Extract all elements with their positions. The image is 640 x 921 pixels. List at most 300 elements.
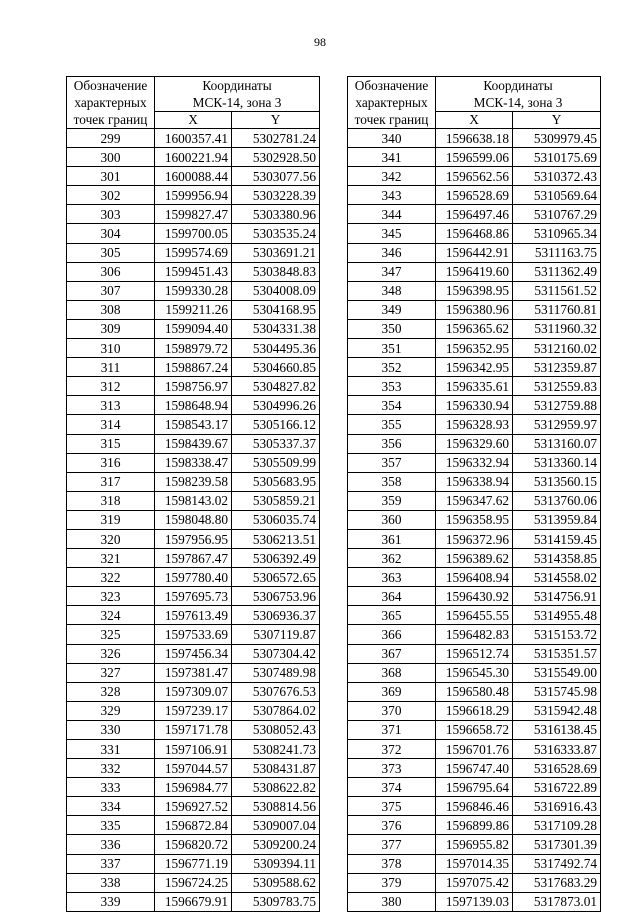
- table-row: [348, 663, 601, 682]
- x-coordinate: 1597956.95: [155, 529, 232, 548]
- x-coordinate: 1596658.72: [436, 720, 513, 739]
- table-row: [348, 262, 601, 281]
- x-coordinate: 1596497.46: [436, 205, 513, 224]
- table-row: [67, 510, 320, 529]
- table-row: [67, 568, 320, 587]
- point-number: 346: [348, 243, 436, 262]
- table-row: [348, 186, 601, 205]
- y-coordinate: 5303077.56: [232, 167, 320, 186]
- y-coordinate: 5312559.83: [513, 377, 601, 396]
- table-row: [348, 568, 601, 587]
- table-row: [348, 377, 601, 396]
- point-number: 362: [348, 549, 436, 568]
- point-number: 358: [348, 472, 436, 491]
- x-coordinate: 1598979.72: [155, 339, 232, 358]
- y-coordinate: 5309588.62: [232, 873, 320, 892]
- point-number: 348: [348, 281, 436, 300]
- x-coordinate: 1597106.91: [155, 740, 232, 759]
- y-coordinate: 5316333.87: [513, 740, 601, 759]
- x-coordinate: 1596468.86: [436, 224, 513, 243]
- x-coordinate: 1596528.69: [436, 186, 513, 205]
- point-number: 336: [67, 835, 155, 854]
- y-coordinate: 5307119.87: [232, 625, 320, 644]
- x-coordinate: 1597780.40: [155, 568, 232, 587]
- y-coordinate: 5314955.48: [513, 606, 601, 625]
- x-coordinate: 1598756.97: [155, 377, 232, 396]
- x-coordinate: 1597044.57: [155, 759, 232, 778]
- y-coordinate: 5317109.28: [513, 816, 601, 835]
- x-coordinate: 1596455.55: [436, 606, 513, 625]
- table-row: [348, 358, 601, 377]
- y-coordinate: 5312160.02: [513, 339, 601, 358]
- y-coordinate: 5307676.53: [232, 682, 320, 701]
- point-number: 352: [348, 358, 436, 377]
- point-number: 314: [67, 415, 155, 434]
- y-coordinate: 5303535.24: [232, 224, 320, 243]
- point-number: 328: [67, 682, 155, 701]
- point-number: 339: [67, 892, 155, 911]
- x-coordinate: 1596545.30: [436, 663, 513, 682]
- table-row: [348, 797, 601, 816]
- point-number: 301: [67, 167, 155, 186]
- point-number: 331: [67, 740, 155, 759]
- table-row: [67, 491, 320, 510]
- table-row: [348, 587, 601, 606]
- y-coordinate: 5308431.87: [232, 759, 320, 778]
- table-row: [348, 472, 601, 491]
- x-coordinate: 1599211.26: [155, 300, 232, 319]
- table-row: [348, 701, 601, 720]
- x-coordinate: 1596482.83: [436, 625, 513, 644]
- point-number: 307: [67, 281, 155, 300]
- point-number: 321: [67, 549, 155, 568]
- y-coordinate: 5314358.85: [513, 549, 601, 568]
- point-number: 365: [348, 606, 436, 625]
- x-coordinate: 1597309.07: [155, 682, 232, 701]
- y-coordinate: 5302781.24: [232, 129, 320, 148]
- point-number: 311: [67, 358, 155, 377]
- point-number: 345: [348, 224, 436, 243]
- table-row: [348, 491, 601, 510]
- y-coordinate: 5315351.57: [513, 644, 601, 663]
- x-column-header: X: [155, 112, 232, 129]
- table-row: [67, 167, 320, 186]
- x-coordinate: 1596580.48: [436, 682, 513, 701]
- y-coordinate: 5315745.98: [513, 682, 601, 701]
- y-coordinate: 5304495.36: [232, 339, 320, 358]
- table-row: [67, 644, 320, 663]
- x-coordinate: 1598648.94: [155, 396, 232, 415]
- point-number: 340: [348, 129, 436, 148]
- x-coordinate: 1596724.25: [155, 873, 232, 892]
- table-row: [348, 243, 601, 262]
- y-coordinate: 5303691.21: [232, 243, 320, 262]
- y-coordinate: 5316916.43: [513, 797, 601, 816]
- y-coordinate: 5316528.69: [513, 759, 601, 778]
- y-coordinate: 5308814.56: [232, 797, 320, 816]
- x-column-header: X: [436, 112, 513, 129]
- y-coordinate: 5314558.02: [513, 568, 601, 587]
- x-coordinate: 1599827.47: [155, 205, 232, 224]
- table-row: [67, 262, 320, 281]
- table-row: [348, 606, 601, 625]
- y-coordinate: 5306753.96: [232, 587, 320, 606]
- x-coordinate: 1596430.92: [436, 587, 513, 606]
- x-coordinate: 1597239.17: [155, 701, 232, 720]
- y-coordinate: 5309394.11: [232, 854, 320, 873]
- y-coordinate: 5309783.75: [232, 892, 320, 911]
- table-row: [348, 720, 601, 739]
- x-coordinate: 1596820.72: [155, 835, 232, 854]
- y-coordinate: 5303380.96: [232, 205, 320, 224]
- point-number: 334: [67, 797, 155, 816]
- point-number: 373: [348, 759, 436, 778]
- point-number: 343: [348, 186, 436, 205]
- table-row: [348, 281, 601, 300]
- point-number: 306: [67, 262, 155, 281]
- x-coordinate: 1597867.47: [155, 549, 232, 568]
- table-row: [67, 663, 320, 682]
- point-number: 338: [67, 873, 155, 892]
- y-coordinate: 5304827.82: [232, 377, 320, 396]
- table-row: [348, 644, 601, 663]
- y-coordinate: 5307304.42: [232, 644, 320, 663]
- table-row: [67, 740, 320, 759]
- x-coordinate: 1596332.94: [436, 453, 513, 472]
- y-coordinate: 5314756.91: [513, 587, 601, 606]
- y-coordinate: 5305337.37: [232, 434, 320, 453]
- table-row: [67, 797, 320, 816]
- x-coordinate: 1599574.69: [155, 243, 232, 262]
- y-coordinate: 5313760.06: [513, 491, 601, 510]
- table-row: [67, 186, 320, 205]
- x-coordinate: 1597075.42: [436, 873, 513, 892]
- x-coordinate: 1596347.62: [436, 491, 513, 510]
- point-number: 337: [67, 854, 155, 873]
- table-row: [348, 759, 601, 778]
- table-row: [348, 510, 601, 529]
- y-coordinate: 5312359.87: [513, 358, 601, 377]
- table-row: [348, 205, 601, 224]
- table-row: [348, 529, 601, 548]
- y-coordinate: 5303848.83: [232, 262, 320, 281]
- x-coordinate: 1598239.58: [155, 472, 232, 491]
- x-coordinate: 1599094.40: [155, 319, 232, 338]
- y-coordinate: 5307489.98: [232, 663, 320, 682]
- y-coordinate: 5309007.04: [232, 816, 320, 835]
- table-row: [348, 892, 601, 911]
- point-number: 322: [67, 568, 155, 587]
- y-coordinate: 5315942.48: [513, 701, 601, 720]
- page-number: 98: [314, 35, 326, 49]
- point-number: 309: [67, 319, 155, 338]
- point-number: 313: [67, 396, 155, 415]
- table-row: [348, 339, 601, 358]
- point-number: 330: [67, 720, 155, 739]
- coordinates-table-left: [66, 76, 320, 912]
- x-coordinate: 1596419.60: [436, 262, 513, 281]
- y-coordinate: 5315549.00: [513, 663, 601, 682]
- table-row: [348, 224, 601, 243]
- point-number: 359: [348, 491, 436, 510]
- y-coordinate: 5305683.95: [232, 472, 320, 491]
- x-coordinate: 1596771.19: [155, 854, 232, 873]
- x-coordinate: 1599956.94: [155, 186, 232, 205]
- table-row: [348, 396, 601, 415]
- point-number: 320: [67, 529, 155, 548]
- x-coordinate: 1596372.96: [436, 529, 513, 548]
- point-number: 319: [67, 510, 155, 529]
- table-row: [348, 625, 601, 644]
- point-number: 369: [348, 682, 436, 701]
- coordinates-header: Координаты МСК-14, зона 3: [155, 77, 320, 112]
- y-coordinate: 5305166.12: [232, 415, 320, 434]
- x-coordinate: 1596338.94: [436, 472, 513, 491]
- x-coordinate: 1600221.94: [155, 148, 232, 167]
- table-row: [67, 682, 320, 701]
- point-number: 324: [67, 606, 155, 625]
- table-row: [348, 300, 601, 319]
- x-coordinate: 1597139.03: [436, 892, 513, 911]
- x-coordinate: 1598439.67: [155, 434, 232, 453]
- x-coordinate: 1596927.52: [155, 797, 232, 816]
- point-number: 327: [67, 663, 155, 682]
- point-number: 360: [348, 510, 436, 529]
- point-number: 354: [348, 396, 436, 415]
- table-row: [67, 625, 320, 644]
- point-number: 378: [348, 854, 436, 873]
- table-row: [348, 549, 601, 568]
- table-row: [348, 778, 601, 797]
- table-row: [67, 816, 320, 835]
- x-coordinate: 1596846.46: [436, 797, 513, 816]
- x-coordinate: 1596330.94: [436, 396, 513, 415]
- table-row: [67, 205, 320, 224]
- x-coordinate: 1596442.91: [436, 243, 513, 262]
- x-coordinate: 1597171.78: [155, 720, 232, 739]
- table-row: [67, 778, 320, 797]
- point-number: 367: [348, 644, 436, 663]
- table-row: [67, 434, 320, 453]
- table-row: [67, 339, 320, 358]
- x-coordinate: 1596955.82: [436, 835, 513, 854]
- x-coordinate: 1596398.95: [436, 281, 513, 300]
- y-coordinate: 5304996.26: [232, 396, 320, 415]
- table-row: [67, 854, 320, 873]
- point-number: 342: [348, 167, 436, 186]
- y-coordinate: 5306035.74: [232, 510, 320, 529]
- y-coordinate: 5306572.65: [232, 568, 320, 587]
- x-coordinate: 1597613.49: [155, 606, 232, 625]
- x-coordinate: 1598867.24: [155, 358, 232, 377]
- table-row: [67, 720, 320, 739]
- table-row: [67, 415, 320, 434]
- point-number: 351: [348, 339, 436, 358]
- table-row: [67, 129, 320, 148]
- y-coordinate: 5304008.09: [232, 281, 320, 300]
- y-coordinate: 5317301.39: [513, 835, 601, 854]
- x-coordinate: 1596618.29: [436, 701, 513, 720]
- table-row: [67, 606, 320, 625]
- x-coordinate: 1596389.62: [436, 549, 513, 568]
- table-row: [348, 873, 601, 892]
- point-number: 347: [348, 262, 436, 281]
- y-coordinate: 5313959.84: [513, 510, 601, 529]
- x-coordinate: 1597456.34: [155, 644, 232, 663]
- point-number: 366: [348, 625, 436, 644]
- x-coordinate: 1599451.43: [155, 262, 232, 281]
- point-number: 364: [348, 587, 436, 606]
- point-number: 357: [348, 453, 436, 472]
- y-coordinate: 5303228.39: [232, 186, 320, 205]
- y-coordinate: 5306213.51: [232, 529, 320, 548]
- x-coordinate: 1596329.60: [436, 434, 513, 453]
- x-coordinate: 1596795.64: [436, 778, 513, 797]
- x-coordinate: 1596599.06: [436, 148, 513, 167]
- y-coordinate: 5308052.43: [232, 720, 320, 739]
- y-coordinate: 5310175.69: [513, 148, 601, 167]
- table-row: [348, 816, 601, 835]
- point-number: 363: [348, 568, 436, 587]
- point-number: 329: [67, 701, 155, 720]
- x-coordinate: 1597695.73: [155, 587, 232, 606]
- x-coordinate: 1596701.76: [436, 740, 513, 759]
- point-number: 318: [67, 491, 155, 510]
- table-row: [67, 759, 320, 778]
- x-coordinate: 1597533.69: [155, 625, 232, 644]
- table-row: [348, 835, 601, 854]
- point-number: 335: [67, 816, 155, 835]
- table-row: [67, 300, 320, 319]
- point-number: 375: [348, 797, 436, 816]
- y-coordinate: 5304168.95: [232, 300, 320, 319]
- x-coordinate: 1598543.17: [155, 415, 232, 434]
- y-coordinate: 5311960.32: [513, 319, 601, 338]
- table-row: [67, 873, 320, 892]
- point-number: 326: [67, 644, 155, 663]
- point-number: 368: [348, 663, 436, 682]
- point-number: 374: [348, 778, 436, 797]
- x-coordinate: 1599330.28: [155, 281, 232, 300]
- y-coordinate: 5316138.45: [513, 720, 601, 739]
- y-coordinate: 5302928.50: [232, 148, 320, 167]
- x-coordinate: 1596512.74: [436, 644, 513, 663]
- table-row: [67, 243, 320, 262]
- y-coordinate: 5317683.29: [513, 873, 601, 892]
- y-coordinate: 5305509.99: [232, 453, 320, 472]
- x-coordinate: 1596984.77: [155, 778, 232, 797]
- x-coordinate: 1596638.18: [436, 129, 513, 148]
- x-coordinate: 1596872.84: [155, 816, 232, 835]
- table-row: [348, 854, 601, 873]
- point-number: 304: [67, 224, 155, 243]
- x-coordinate: 1596899.86: [436, 816, 513, 835]
- point-number: 361: [348, 529, 436, 548]
- x-coordinate: 1600088.44: [155, 167, 232, 186]
- point-number: 316: [67, 453, 155, 472]
- y-coordinate: 5317873.01: [513, 892, 601, 911]
- point-number: 315: [67, 434, 155, 453]
- table-row: [348, 434, 601, 453]
- table-row: [67, 319, 320, 338]
- point-number: 308: [67, 300, 155, 319]
- table-row: [67, 701, 320, 720]
- y-coordinate: 5306936.37: [232, 606, 320, 625]
- y-coordinate: 5314159.45: [513, 529, 601, 548]
- table-row: [348, 453, 601, 472]
- x-coordinate: 1596365.62: [436, 319, 513, 338]
- x-coordinate: 1596328.93: [436, 415, 513, 434]
- x-coordinate: 1600357.41: [155, 129, 232, 148]
- point-number: 300: [67, 148, 155, 167]
- table-row: [348, 129, 601, 148]
- y-coordinate: 5312959.97: [513, 415, 601, 434]
- point-number: 350: [348, 319, 436, 338]
- point-number: 323: [67, 587, 155, 606]
- point-number: 355: [348, 415, 436, 434]
- table-row: [67, 358, 320, 377]
- table-row: [348, 682, 601, 701]
- table-row: [67, 587, 320, 606]
- coordinates-header: Координаты МСК-14, зона 3: [436, 77, 601, 112]
- y-column-header: Y: [513, 112, 601, 129]
- x-coordinate: 1596358.95: [436, 510, 513, 529]
- table-row: [67, 892, 320, 911]
- point-number: 333: [67, 778, 155, 797]
- y-coordinate: 5308622.82: [232, 778, 320, 797]
- table-row: [67, 281, 320, 300]
- y-coordinate: 5316722.89: [513, 778, 601, 797]
- x-coordinate: 1598143.02: [155, 491, 232, 510]
- x-coordinate: 1598338.47: [155, 453, 232, 472]
- y-coordinate: 5304331.38: [232, 319, 320, 338]
- table-row: [67, 148, 320, 167]
- y-coordinate: 5307864.02: [232, 701, 320, 720]
- point-designation-header: Обозначение характерных точек границ: [348, 77, 436, 129]
- x-coordinate: 1599700.05: [155, 224, 232, 243]
- table-row: [348, 740, 601, 759]
- point-number: 344: [348, 205, 436, 224]
- table-row: [67, 396, 320, 415]
- table-row: [67, 224, 320, 243]
- point-number: 341: [348, 148, 436, 167]
- y-coordinate: 5313160.07: [513, 434, 601, 453]
- y-coordinate: 5310569.64: [513, 186, 601, 205]
- point-number: 302: [67, 186, 155, 205]
- y-coordinate: 5306392.49: [232, 549, 320, 568]
- point-number: 379: [348, 873, 436, 892]
- y-column-header: Y: [232, 112, 320, 129]
- y-coordinate: 5313560.15: [513, 472, 601, 491]
- table-row: [67, 549, 320, 568]
- point-number: 380: [348, 892, 436, 911]
- coordinates-table-right: [347, 76, 601, 912]
- point-number: 371: [348, 720, 436, 739]
- point-number: 305: [67, 243, 155, 262]
- point-number: 349: [348, 300, 436, 319]
- table-row: [67, 529, 320, 548]
- point-number: 376: [348, 816, 436, 835]
- x-coordinate: 1597014.35: [436, 854, 513, 873]
- y-coordinate: 5310965.34: [513, 224, 601, 243]
- point-number: 377: [348, 835, 436, 854]
- table-row: [67, 835, 320, 854]
- point-number: 310: [67, 339, 155, 358]
- point-number: 317: [67, 472, 155, 491]
- x-coordinate: 1597381.47: [155, 663, 232, 682]
- y-coordinate: 5309979.45: [513, 129, 601, 148]
- x-coordinate: 1596352.95: [436, 339, 513, 358]
